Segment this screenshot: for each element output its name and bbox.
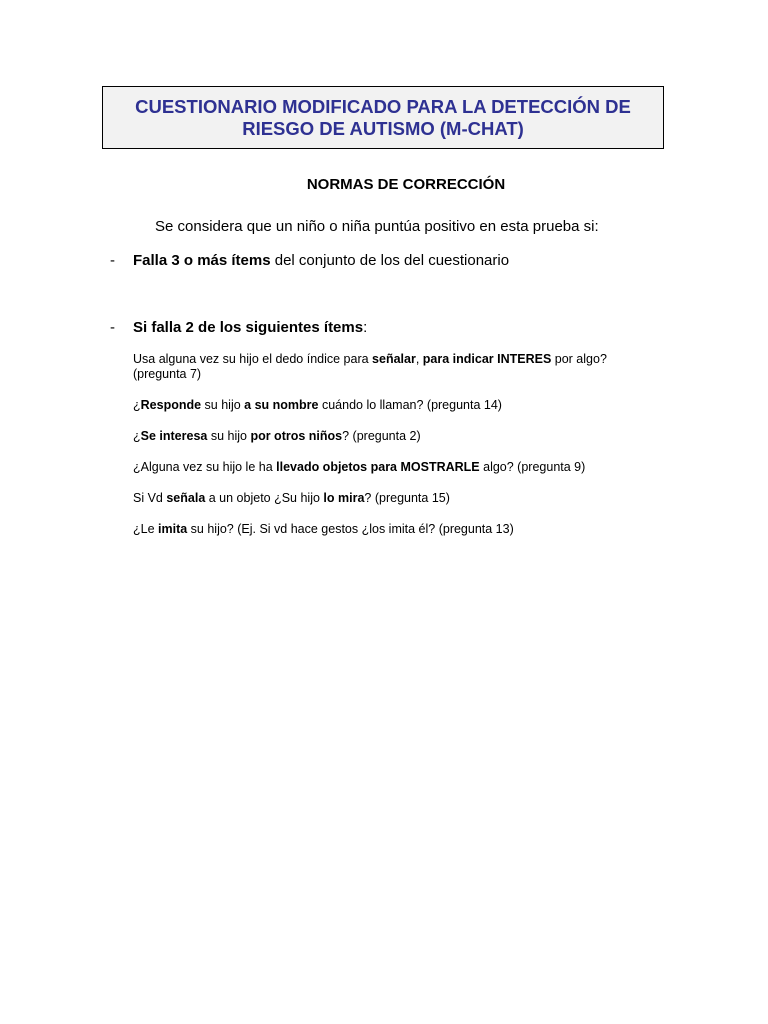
question-text: ¿Alguna vez su hijo le ha bbox=[133, 460, 277, 474]
question-item bbox=[133, 352, 633, 382]
question-bold-text: Responde bbox=[140, 398, 202, 412]
question-text: Usa alguna vez su hijo el dedo índice para bbox=[133, 352, 373, 366]
question-item bbox=[133, 429, 633, 444]
question-bold-text: lo mira bbox=[323, 491, 365, 505]
question-text: cuándo lo llaman? (pregunta 14) bbox=[318, 398, 502, 412]
criterion-item bbox=[110, 252, 509, 270]
question-text: ¿ bbox=[133, 429, 141, 443]
question-item bbox=[133, 460, 633, 475]
question-bold-text: señalar bbox=[372, 352, 416, 366]
question-item bbox=[133, 522, 633, 537]
criterion-bold-text: Si falla 2 de los siguientes ítems bbox=[133, 319, 364, 336]
question-text: a un objeto ¿Su hijo bbox=[205, 491, 324, 505]
question-bold-text: Se interesa bbox=[140, 429, 208, 443]
question-text: su hijo bbox=[207, 429, 251, 443]
question-text: ¿Le bbox=[133, 522, 159, 536]
bullet-dash: - bbox=[110, 319, 115, 336]
question-text: ? (pregunta 2) bbox=[342, 429, 421, 443]
section-heading: NORMAS DE CORRECCIÓN bbox=[306, 176, 506, 193]
question-text: , bbox=[415, 352, 423, 366]
document-title-box bbox=[102, 86, 664, 149]
criterion-bold-text: Falla 3 o más ítems bbox=[133, 252, 271, 269]
question-item bbox=[133, 398, 633, 413]
question-bold-text: señala bbox=[166, 491, 206, 505]
document-title-line-2: RIESGO DE AUTISMO (M-CHAT) bbox=[242, 117, 524, 139]
question-text: su hijo? (Ej. Si vd hace gestos ¿los imita él? (pregunta 13) bbox=[187, 522, 514, 536]
question-bold-text: llevado objetos para MOSTRARLE bbox=[276, 460, 480, 474]
question-list bbox=[133, 352, 633, 553]
criterion-text: : bbox=[363, 319, 368, 336]
bullet-dash: - bbox=[110, 252, 115, 269]
question-text: por algo? (pregunta 7) bbox=[133, 352, 607, 381]
question-bold-text: para indicar INTERES bbox=[422, 352, 552, 366]
question-bold-text: imita bbox=[158, 522, 188, 536]
document-title-line-1: CUESTIONARIO MODIFICADO PARA LA DETECCIÓN DE bbox=[135, 95, 631, 117]
question-bold-text: por otros niños bbox=[250, 429, 343, 443]
question-text: Si Vd bbox=[133, 491, 167, 505]
criterion-item bbox=[110, 319, 367, 337]
criterion-text: del conjunto de los del cuestionario bbox=[270, 252, 510, 269]
question-item bbox=[133, 491, 633, 506]
question-text: ¿ bbox=[133, 398, 141, 412]
intro-paragraph: Se considera que un niño o niña puntúa positivo en esta prueba si: bbox=[155, 218, 599, 235]
question-text: algo? (pregunta 9) bbox=[479, 460, 586, 474]
question-text: su hijo bbox=[201, 398, 245, 412]
question-text: ? (pregunta 15) bbox=[364, 491, 450, 505]
question-bold-text: a su nombre bbox=[244, 398, 319, 412]
